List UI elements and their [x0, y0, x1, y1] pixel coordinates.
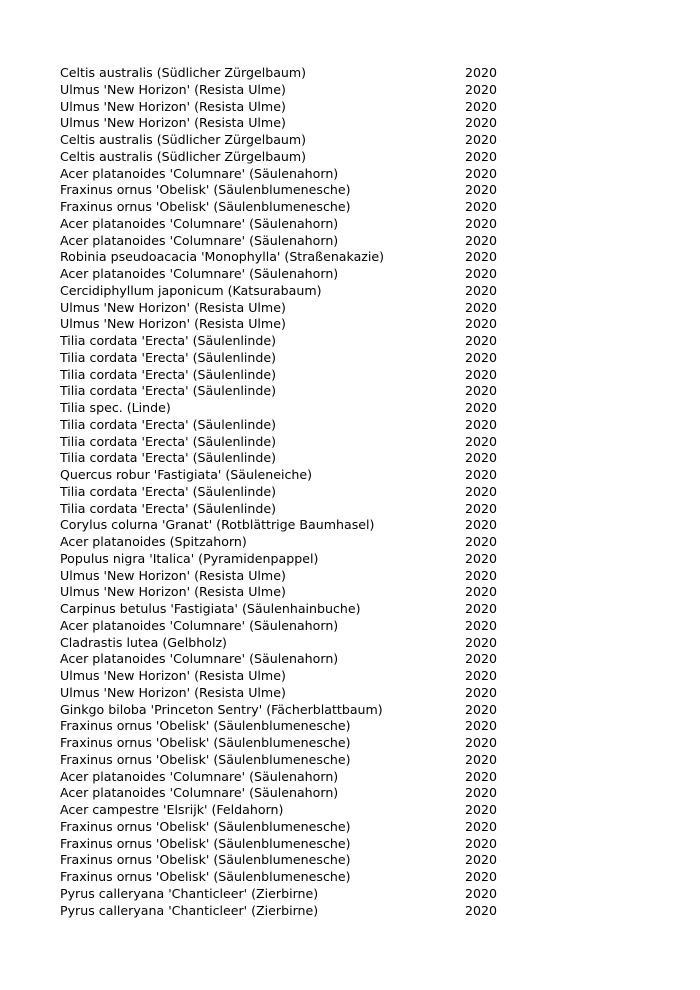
tree-name: Fraxinus ornus 'Obelisk' (Säulenblumenesche) — [60, 818, 351, 834]
planting-year: 2020 — [465, 835, 498, 851]
tree-name: Quercus robur 'Fastigiata' (Säuleneiche) — [60, 467, 313, 482]
list-item — [60, 350, 520, 367]
planting-year: 2020 — [465, 333, 498, 348]
list-item — [60, 367, 520, 384]
tree-name: Carpinus betulus 'Fastigiata' (Säulenhainbuche) — [60, 601, 361, 616]
tree-name: Cladrastis lutea (Gelbholz) — [60, 634, 227, 650]
tree-list — [60, 65, 520, 919]
list-item — [60, 852, 520, 869]
tree-name: Ulmus 'New Horizon' (Resista Ulme) — [60, 81, 286, 97]
planting-year: 2020 — [465, 266, 498, 281]
planting-year: 2020 — [465, 684, 498, 700]
tree-name: Fraxinus ornus 'Obelisk' (Säulenblumenesche) — [60, 199, 351, 214]
planting-year: 2020 — [465, 81, 498, 97]
planting-year: 2020 — [465, 902, 498, 918]
list-item — [60, 635, 520, 652]
tree-name: Acer platanoides 'Columnare' (Säulenahorn) — [60, 651, 339, 667]
list-item — [60, 685, 520, 702]
planting-year: 2020 — [465, 165, 498, 181]
planting-year: 2020 — [465, 517, 498, 533]
list-item — [60, 819, 520, 836]
planting-year: 2020 — [465, 751, 498, 767]
list-item — [60, 266, 520, 283]
tree-name: Acer platanoides 'Columnare' (Säulenahorn) — [60, 232, 339, 248]
planting-year: 2020 — [465, 483, 498, 499]
list-item — [60, 283, 520, 300]
planting-year: 2020 — [465, 467, 498, 482]
tree-name: Fraxinus ornus 'Obelisk' (Säulenblumenesche) — [60, 751, 351, 767]
list-item — [60, 869, 520, 886]
list-item — [60, 568, 520, 585]
list-item — [60, 166, 520, 183]
tree-name: Tilia cordata 'Erecta' (Säulenlinde) — [60, 500, 277, 516]
tree-name: Ulmus 'New Horizon' (Resista Ulme) — [60, 316, 286, 332]
tree-name: Tilia cordata 'Erecta' (Säulenlinde) — [60, 349, 277, 365]
tree-name: Ulmus 'New Horizon' (Resista Ulme) — [60, 584, 286, 600]
tree-name: Fraxinus ornus 'Obelisk' (Säulenblumenesche) — [60, 182, 351, 198]
planting-year: 2020 — [465, 567, 498, 583]
list-item — [60, 65, 520, 82]
planting-year: 2020 — [465, 534, 498, 549]
list-item — [60, 517, 520, 534]
planting-year: 2020 — [465, 132, 498, 147]
list-item — [60, 115, 520, 132]
planting-year: 2020 — [465, 601, 498, 616]
tree-name: Tilia cordata 'Erecta' (Säulenlinde) — [60, 333, 277, 348]
list-item — [60, 417, 520, 434]
tree-name: Celtis australis (Südlicher Zürgelbaum) — [60, 148, 307, 164]
list-item — [60, 718, 520, 735]
list-item — [60, 668, 520, 685]
planting-year: 2020 — [465, 349, 498, 365]
tree-name: Acer platanoides 'Columnare' (Säulenahorn) — [60, 617, 339, 633]
list-item — [60, 82, 520, 99]
planting-year: 2020 — [465, 282, 498, 298]
tree-name: Pyrus calleryana 'Chanticleer' (Zierbirne) — [60, 885, 319, 901]
tree-name: Acer platanoides 'Columnare' (Säulenahorn) — [60, 768, 339, 784]
tree-name: Fraxinus ornus 'Obelisk' (Säulenblumenesche) — [60, 869, 351, 884]
tree-name: Ginkgo biloba 'Princeton Sentry' (Fächerblattbaum) — [60, 701, 383, 717]
tree-name: Tilia cordata 'Erecta' (Säulenlinde) — [60, 483, 277, 499]
list-item — [60, 802, 520, 819]
tree-name: Fraxinus ornus 'Obelisk' (Säulenblumenesche) — [60, 718, 351, 734]
planting-year: 2020 — [465, 617, 498, 633]
list-item — [60, 383, 520, 400]
tree-name: Tilia cordata 'Erecta' (Säulenlinde) — [60, 383, 277, 399]
tree-name: Acer platanoides (Spitzahorn) — [60, 534, 247, 549]
planting-year: 2020 — [465, 148, 498, 164]
tree-name: Celtis australis (Südlicher Zürgelbaum) — [60, 65, 307, 80]
tree-name: Ulmus 'New Horizon' (Resista Ulme) — [60, 98, 286, 114]
list-item — [60, 785, 520, 802]
list-item — [60, 333, 520, 350]
planting-year: 2020 — [465, 701, 498, 717]
tree-name: Fraxinus ornus 'Obelisk' (Säulenblumenesche) — [60, 835, 351, 851]
list-item — [60, 551, 520, 568]
planting-year: 2020 — [465, 869, 498, 884]
list-item — [60, 400, 520, 417]
tree-name: Acer platanoides 'Columnare' (Säulenahorn) — [60, 215, 339, 231]
tree-name: Pyrus calleryana 'Chanticleer' (Zierbirne) — [60, 902, 319, 918]
planting-year: 2020 — [465, 668, 498, 683]
planting-year: 2020 — [465, 299, 498, 315]
planting-year: 2020 — [465, 550, 498, 566]
tree-name: Ulmus 'New Horizon' (Resista Ulme) — [60, 668, 286, 683]
tree-name: Acer platanoides 'Columnare' (Säulenahorn) — [60, 266, 339, 281]
planting-year: 2020 — [465, 383, 498, 399]
tree-name: Corylus colurna 'Granat' (Rotblättrige Baumhasel) — [60, 517, 375, 533]
tree-name: Tilia cordata 'Erecta' (Säulenlinde) — [60, 450, 277, 466]
planting-year: 2020 — [465, 416, 498, 432]
list-item — [60, 501, 520, 518]
list-item — [60, 434, 520, 451]
tree-name: Tilia cordata 'Erecta' (Säulenlinde) — [60, 366, 277, 382]
list-item — [60, 233, 520, 250]
list-item — [60, 735, 520, 752]
planting-year: 2020 — [465, 182, 498, 198]
planting-year: 2020 — [465, 735, 498, 750]
planting-year: 2020 — [465, 316, 498, 332]
tree-name: Acer platanoides 'Columnare' (Säulenahorn) — [60, 785, 339, 801]
tree-name: Fraxinus ornus 'Obelisk' (Säulenblumenesche) — [60, 735, 351, 750]
planting-year: 2020 — [465, 400, 498, 415]
tree-name: Tilia cordata 'Erecta' (Säulenlinde) — [60, 433, 277, 449]
planting-year: 2020 — [465, 115, 498, 131]
list-item — [60, 450, 520, 467]
planting-year: 2020 — [465, 65, 498, 80]
list-item — [60, 132, 520, 149]
list-item — [60, 618, 520, 635]
tree-name: Ulmus 'New Horizon' (Resista Ulme) — [60, 115, 286, 131]
tree-name: Acer campestre 'Elsrijk' (Feldahorn) — [60, 802, 284, 817]
planting-year: 2020 — [465, 98, 498, 114]
list-item — [60, 149, 520, 166]
list-item — [60, 216, 520, 233]
list-item — [60, 534, 520, 551]
list-item — [60, 752, 520, 769]
list-item — [60, 99, 520, 116]
list-item — [60, 484, 520, 501]
list-item — [60, 903, 520, 920]
tree-name: Populus nigra 'Italica' (Pyramidenpappel) — [60, 550, 319, 566]
list-item — [60, 199, 520, 216]
list-item — [60, 584, 520, 601]
list-item — [60, 769, 520, 786]
planting-year: 2020 — [465, 718, 498, 734]
planting-year: 2020 — [465, 584, 498, 600]
list-item — [60, 300, 520, 317]
list-item — [60, 651, 520, 668]
list-item — [60, 182, 520, 199]
list-item — [60, 601, 520, 618]
planting-year: 2020 — [465, 366, 498, 382]
tree-name: Ulmus 'New Horizon' (Resista Ulme) — [60, 684, 286, 700]
list-item — [60, 249, 520, 266]
planting-year: 2020 — [465, 500, 498, 516]
list-item — [60, 702, 520, 719]
planting-year: 2020 — [465, 885, 498, 901]
tree-name: Tilia cordata 'Erecta' (Säulenlinde) — [60, 416, 277, 432]
planting-year: 2020 — [465, 768, 498, 784]
planting-year: 2020 — [465, 785, 498, 801]
planting-year: 2020 — [465, 651, 498, 667]
list-item — [60, 886, 520, 903]
tree-name: Celtis australis (Südlicher Zürgelbaum) — [60, 132, 307, 147]
tree-name: Tilia spec. (Linde) — [60, 400, 171, 415]
tree-name: Robinia pseudoacacia 'Monophylla' (Straßenakazie) — [60, 249, 385, 265]
planting-year: 2020 — [465, 232, 498, 248]
planting-year: 2020 — [465, 852, 498, 868]
list-item — [60, 316, 520, 333]
tree-name: Acer platanoides 'Columnare' (Säulenahorn) — [60, 165, 339, 181]
planting-year: 2020 — [465, 818, 498, 834]
planting-year: 2020 — [465, 249, 498, 265]
list-item — [60, 467, 520, 484]
planting-year: 2020 — [465, 199, 498, 214]
tree-name: Ulmus 'New Horizon' (Resista Ulme) — [60, 299, 286, 315]
tree-name: Ulmus 'New Horizon' (Resista Ulme) — [60, 567, 286, 583]
planting-year: 2020 — [465, 802, 498, 817]
list-item — [60, 836, 520, 853]
planting-year: 2020 — [465, 215, 498, 231]
tree-name: Fraxinus ornus 'Obelisk' (Säulenblumenesche) — [60, 852, 351, 868]
planting-year: 2020 — [465, 450, 498, 466]
planting-year: 2020 — [465, 634, 498, 650]
planting-year: 2020 — [465, 433, 498, 449]
tree-name: Cercidiphyllum japonicum (Katsurabaum) — [60, 282, 322, 298]
